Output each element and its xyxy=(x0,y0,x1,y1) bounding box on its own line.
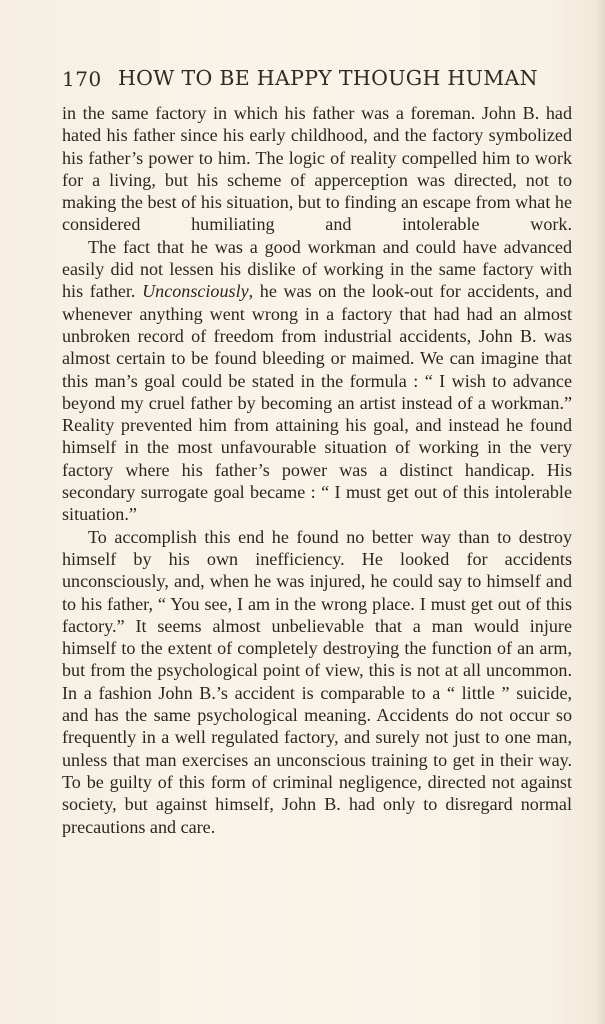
paragraph-2 xyxy=(62,236,572,526)
paragraph-2-after: , he was on the look-out for accidents, and whenever anything went wrong in a factory that had had an almost unbroken record of freedom from industrial accidents, John B. was almost certain to be found bleeding or maimed. We can imagine that this man’s goal could be stated in the formula : “ I wish to advance beyond my cruel father by becoming an artist instead of a workman.” Reality prevented him from attaining his goal, and instead he found himself in the most unfavourable situation of working in the very factory where his father’s power was a distinct handicap. His secondary surrogate goal became : “ I must get out of this intolerable situation.” xyxy=(62,281,572,525)
paragraph-2-before: The fact that he was a good workman and could have advanced easily did not lessen his dislike of working in the same factory with his father. xyxy=(62,236,572,302)
paragraph-3: To accomplish this end he found no better way than to destroy himself by his own inefficiency. He looked for accidents unconsciously, and, when he was injured, he could say to himself and to his father, “ You see, I am in the wrong place. I must get out of this factory.” It seems almost unbelievable that a man would injure himself to the extent of completely destroying the function of an arm, but from the psychological point of view, this is not at all uncommon. In a fashion John B.’s accident is comparable to a “ little ” suicide, and has the same psychological meaning. Accidents do not occur so frequently in a well regulated factory, and surely not just to one man, unless that man exercises an unconscious training to get in their way. To be guilty of this form of criminal negligence, directed not against society, but against himself, John B. had only to disregard normal precautions and care. xyxy=(62,526,572,837)
page-edge-shadow xyxy=(595,0,605,1024)
paragraph-continued: in the same factory in which his father was a foreman. John B. had hated his father since his early childhood, and the factory symbolized his father’s power to him. The logic of reality compelled him to work for a living, but his scheme of apperception was directed, not to making the best of his situation, but to finding an escape from what he considered humiliating and intolerable work. xyxy=(62,103,572,235)
page-number: 170 xyxy=(62,67,102,91)
body-text xyxy=(62,102,572,838)
paragraph-2-italic: Unconsciously xyxy=(142,281,249,302)
running-head-title: HOW TO BE HAPPY THOUGH HUMAN xyxy=(118,66,538,90)
running-head xyxy=(62,66,574,96)
